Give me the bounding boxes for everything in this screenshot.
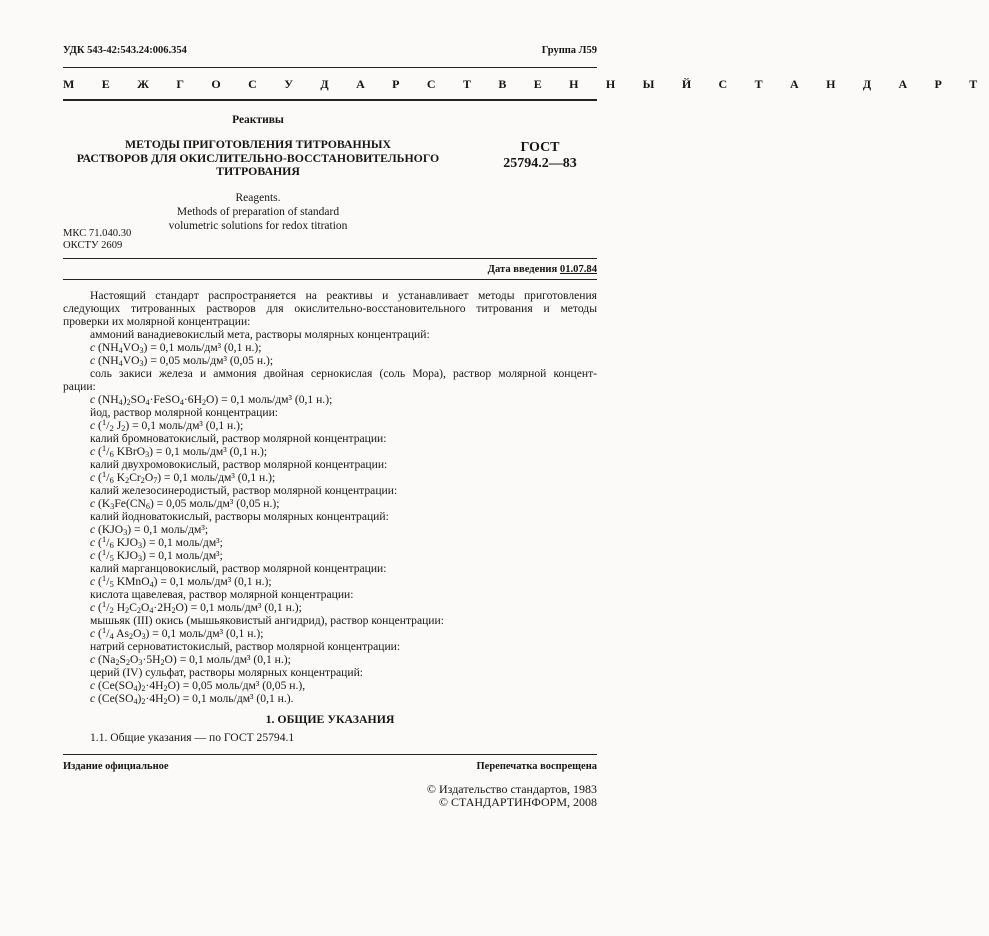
reagent-cerium-sulfate: церий (IV) сульфат, растворы молярных концентраций: [90, 666, 364, 679]
formula-iodate-1: c $(KJO_3) = 0,1$ моль/дм³; [90, 523, 209, 538]
interstate-standard-banner: М Е Ж Г О С У Д А Р С Т В Е Н Н Ы Й С Т А Н Д А Р Т [63, 77, 989, 91]
reprint-prohibited: Перепечатка воспрещена [476, 761, 597, 772]
okstu-code: ОКСТУ 2609 [63, 239, 123, 251]
reagent-ammonium-vanadate: аммоний ванадиевокислый мета, растворы молярных концентраций: [90, 328, 430, 341]
udk-code: УДК 543-42:543.24:006.354 [63, 45, 187, 56]
title-line-1: МЕТОДЫ ПРИГОТОВЛЕНИЯ ТИТРОВАННЫХ [124, 137, 391, 151]
reagent-mohr-salt-1: соль закиси железа и аммония двойная сернокислая (соль Мора), раствор молярной концент- [90, 367, 597, 380]
section-heading: 1. ОБЩИЕ УКАЗАНИЯ [265, 712, 395, 726]
reagent-permanganate: калий марганцовокислый, раствор молярной концентрации: [90, 562, 387, 575]
reagent-iodate: калий йодноватокислый, растворы молярных концентраций: [90, 510, 389, 523]
english-title-line-2: Methods of preparation of standard [176, 206, 340, 218]
section-item-1-1: 1.1. Общие указания — по ГОСТ 25794.1 [90, 731, 295, 744]
reagent-iodine: йод, раствор молярной концентрации: [90, 406, 278, 419]
formula-cerium-sulfate-1: c $(Ce(SO_4)_2\cdot 4H_2O) = 0,05$ моль/дм³ (0,05 н.), [90, 679, 306, 694]
formula-iodate-3: c ($^1/_5$ $KJO_3) = 0,1$ моль/дм³; [90, 547, 223, 564]
reagent-oxalic-acid: кислота щавелевая, раствор молярной концентрации: [90, 588, 354, 601]
intro-line-2: следующих титрованных растворов для окислительно-восстановительного титрования и методы [63, 302, 597, 315]
codes-rule [63, 258, 597, 259]
gost-number: 25794.2—83 [503, 156, 577, 171]
banner-rule [63, 99, 597, 101]
copyright-block [427, 783, 597, 809]
top-rule [63, 67, 597, 68]
effective-date-value: 01.07.84 [559, 264, 597, 275]
reagent-mohr-salt-2: рации: [63, 380, 96, 393]
document-title [60, 138, 456, 179]
reagent-bromate: калий бромноватокислый, раствор молярной концентрации: [90, 432, 387, 445]
formula-oxalic-acid: c ($^1/_2$ $H_2C_2O_4\cdot 2H_2O) = 0,1$ моль/дм³ (0,1 н.); [90, 599, 302, 616]
formula-mohr-salt: c $(NH_4)_2SO_4\cdot FeSO_4\cdot 6H_2O) = 0,1$ моль/дм³ (0,1 н.); [90, 393, 333, 408]
category: Реактивы [232, 114, 284, 126]
formula-cerium-sulfate-2: c $(Ce(SO_4)_2\cdot 4H_2O) = 0,1$ моль/дм³ (0,1 н.). [90, 692, 294, 707]
effective-date [488, 264, 597, 275]
official-edition: Издание официальное [63, 761, 169, 772]
gost-label: ГОСТ [520, 140, 560, 155]
intro-line-1: Настоящий стандарт распространяется на реактивы и устанавливает методы приготовления [90, 289, 597, 302]
intro-line-3: проверки их молярной концентрации: [63, 315, 251, 328]
formula-arsenic-oxide: c ($^1/_4$ $As_2O_3) = 0,1$ моль/дм³ (0,1 н.); [90, 625, 264, 642]
copyright-line-1: © Издательство стандартов, 1983 [426, 782, 597, 796]
english-title-line-1: Reagents. [235, 192, 281, 204]
formula-iodate-2: c ($^1/_6$ $KJO_3) = 0,1$ моль/дм³; [90, 534, 223, 551]
formula-thiosulfate: c $(Na_2S_2O_3\cdot 5H_2O) = 0,1$ моль/дм³ (0,1 н.); [90, 653, 291, 668]
date-rule [63, 279, 597, 280]
footer-rule [63, 754, 597, 755]
formula-bromate: c ($^1/_6$ KBrO$_3$) = 0,1 моль/дм³ (0,1 н.); [90, 443, 268, 460]
classification-codes [63, 228, 131, 251]
formula-ammonium-vanadate-1: c $(NH_4VO_3) = 0,1$ моль/дм³ (0,1 н.); [90, 341, 262, 356]
title-line-2: РАСТВОРОВ ДЛЯ ОКИСЛИТЕЛЬНО-ВОССТАНОВИТЕЛЬНОГО [76, 150, 440, 165]
formula-iodine: c ($^1/_2$ $J_2) = 0,1$ моль/дм³ (0,1 н.); [90, 417, 244, 434]
mks-code: МКС 71.040.30 [63, 228, 132, 239]
reagent-thiosulfate: натрий серноватистокислый, раствор молярной концентрации: [90, 640, 401, 653]
english-title [63, 191, 453, 233]
english-title-line-3: volumetric solutions for redox titration [168, 220, 348, 232]
formula-ferricyanide: c ($K_3Fe(CN_6) = 0,05$ моль/дм³ (0,05 н.); [90, 497, 280, 512]
copyright-line-2: © СТАНДАРТИНФОРМ, 2008 [438, 795, 597, 809]
group-code: Группа Л59 [541, 45, 597, 56]
reagent-ferricyanide: калий железосинеродистый, раствор молярной концентрации: [90, 484, 398, 497]
formula-ammonium-vanadate-2: c $(NH_4VO_3) = 0,05$ моль/дм³ (0,05 н.); [90, 354, 274, 369]
title-line-3: ТИТРОВАНИЯ [216, 164, 300, 178]
formula-dichromate: c ($^1/_6$ $K_2Cr_2O_7) = 0,1$ моль/дм³ (0,1 н.); [90, 469, 276, 486]
formula-permanganate: c ($^1/_5$ KMnO$_4$) = 0,1 моль/дм³ (0,1 н.); [90, 573, 272, 590]
effective-date-label: Дата введения [487, 264, 558, 275]
gost-designation [470, 140, 610, 172]
reagent-dichromate: калий двухромовокислый, раствор молярной концентрации: [90, 458, 388, 471]
reagent-arsenic-oxide: мышьяк (III) окись (мышьяковистый ангидрид), раствор концентрации: [90, 614, 444, 627]
